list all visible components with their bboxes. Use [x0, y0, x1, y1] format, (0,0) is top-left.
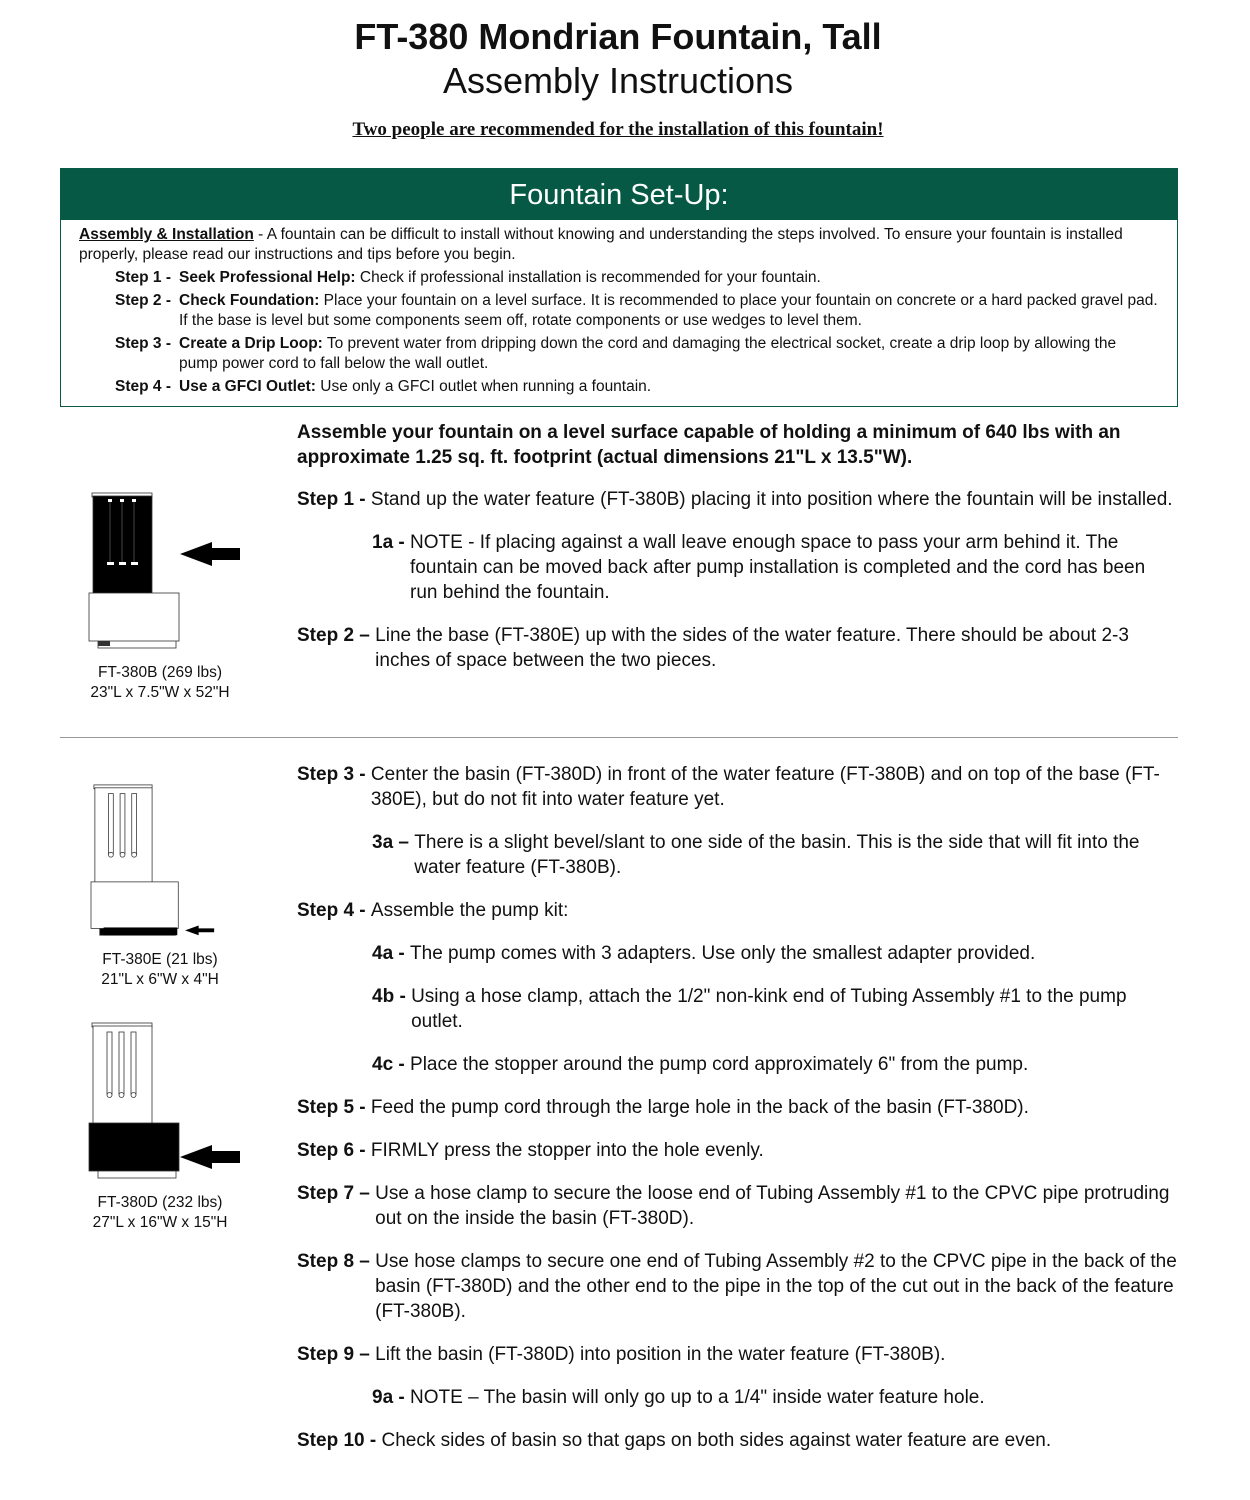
- setup-step: [115, 268, 1159, 288]
- instruction-step: [297, 1181, 1177, 1231]
- setup-step: [115, 291, 1159, 331]
- setup-step-body: Check if professional installation is recommended for your fountain.: [355, 269, 821, 286]
- instruction-step: [372, 941, 1177, 966]
- fountain-illustration-icon: [70, 1020, 250, 1185]
- setup-heading: Fountain Set-Up:: [61, 169, 1177, 220]
- step-text: Check sides of basin so that gaps on both sides against water feature are even.: [381, 1430, 1052, 1451]
- step-label: 4a -: [372, 943, 411, 964]
- figure-ft-380b: [70, 490, 250, 703]
- setup-step-label: Step 1 -: [115, 269, 171, 286]
- step-label: Step 8 –: [297, 1251, 376, 1272]
- fountain-illustration-icon: [70, 782, 250, 942]
- step-label: Step 7 –: [297, 1183, 376, 1204]
- lead-note: Assemble your fountain on a level surface capable of holding a minimum of 640 lbs with an approximate 1.25 sq. ft. footprint (actual dimensions 21"L x 13.5"W).: [297, 422, 1121, 468]
- setup-body: [61, 220, 1177, 397]
- fountain-illustration-icon: [70, 490, 250, 655]
- setup-step-title: Check Foundation:: [179, 292, 320, 309]
- setup-step-text: [179, 291, 1159, 331]
- setup-step-label: Step 2 -: [115, 292, 171, 309]
- step-text: Stand up the water feature (FT-380B) placing it into position where the fountain will be installed.: [370, 489, 1173, 510]
- instruction-step: [372, 830, 1177, 880]
- setup-step-text: [179, 377, 1159, 397]
- setup-step-title: Seek Professional Help:: [179, 269, 356, 286]
- setup-step-body: Place your fountain on a level surface. It is recommended to place your fountain on concrete or a hard packed gravel pad. If the base is level but some components seem off, rotate components or use wedges to level them.: [179, 292, 1158, 329]
- step-text: Line the base (FT-380E) up with the sides of the water feature. There should be about 2-3 inches of space between the two pieces.: [375, 625, 1129, 671]
- step-label: Step 4 -: [297, 900, 371, 921]
- instruction-step: [297, 1428, 1177, 1453]
- setup-step: [115, 377, 1159, 397]
- setup-step-title: Use a GFCI Outlet:: [179, 378, 316, 395]
- figure-dimensions: 23"L x 7.5"W x 52"H: [90, 684, 230, 701]
- figure-dimensions: 27"L x 16"W x 15"H: [92, 1214, 228, 1231]
- setup-step-label: Step 3 -: [115, 335, 171, 352]
- setup-step-label: Step 4 -: [115, 378, 171, 395]
- figure-name: FT-380B (269 lbs): [97, 664, 223, 681]
- step-text: Place the stopper around the pump cord approximately 6" from the pump.: [410, 1054, 1029, 1075]
- instruction-step: [297, 762, 1177, 812]
- figure-name: FT-380D (232 lbs): [97, 1194, 223, 1211]
- step-label: Step 2 –: [297, 625, 376, 646]
- figure-name: FT-380E (21 lbs): [102, 951, 218, 968]
- intro-label: Assembly & Installation: [79, 226, 254, 243]
- page-subtitle: Assembly Instructions: [442, 60, 794, 101]
- step-label: Step 5 -: [297, 1097, 371, 1118]
- step-label: Step 9 –: [297, 1344, 376, 1365]
- step-text: Use a hose clamp to secure the loose end of Tubing Assembly #1 to the CPVC pipe protruding out on the inside the basin (FT-380D).: [375, 1183, 1170, 1229]
- step-label: Step 6 -: [297, 1140, 371, 1161]
- step-text: Use hose clamps to secure one end of Tubing Assembly #2 to the CPVC pipe in the back of the basin (FT-380D) and the other end to the pipe in the top of the cut out in the back of the feature (FT-380B).: [375, 1251, 1177, 1322]
- instruction-step: [297, 1138, 1177, 1163]
- step-text: Assemble the pump kit:: [370, 900, 569, 921]
- step-text: Using a hose clamp, attach the 1/2" non-kink end of Tubing Assembly #1 to the pump outlet.: [411, 986, 1127, 1032]
- step-text: Center the basin (FT-380D) in front of the water feature (FT-380B) and on top of the base (FT-380E), but do not fit into water feature yet.: [370, 764, 1160, 810]
- intro-text: - A fountain can be difficult to install without knowing and understanding the steps involved. To ensure your fountain is installed properly, please read our instructions and tips before you begin.: [79, 226, 1123, 263]
- step-text: FIRMLY press the stopper into the hole evenly.: [370, 1140, 764, 1161]
- step-text: The pump comes with 3 adapters. Use only the smallest adapter provided.: [410, 943, 1036, 964]
- page-title: FT-380 Mondrian Fountain, Tall: [354, 16, 882, 57]
- instruction-step: [297, 1095, 1177, 1120]
- step-text: NOTE – The basin will only go up to a 1/4" inside water feature hole.: [410, 1387, 985, 1408]
- instruction-step: [372, 984, 1177, 1034]
- step-label: Step 10 -: [297, 1430, 382, 1451]
- step-label: 3a –: [372, 832, 415, 853]
- step-label: 1a -: [372, 532, 411, 553]
- step-text: NOTE - If placing against a wall leave enough space to pass your arm behind it. The fountain can be moved back after pump installation is completed and the cord has been run behind the fountain.: [410, 532, 1146, 603]
- step-text: Feed the pump cord through the large hole in the back of the basin (FT-380D).: [370, 1097, 1029, 1118]
- figure-ft-380e: [70, 782, 250, 990]
- section-divider: [60, 737, 1178, 738]
- step-label: 4c -: [372, 1054, 411, 1075]
- setup-step-body: Use only a GFCI outlet when running a fountain.: [315, 378, 652, 395]
- instruction-step: [297, 487, 1177, 512]
- setup-step-text: [179, 268, 1159, 288]
- instruction-step: [372, 1052, 1177, 1077]
- instruction-step: [372, 530, 1177, 605]
- setup-step: [115, 334, 1159, 374]
- step-text: There is a slight bevel/slant to one side of the basin. This is the side that will fit into the water feature (FT-380B).: [414, 832, 1140, 878]
- installation-warning: Two people are recommended for the installation of this fountain!: [352, 119, 884, 140]
- setup-step-title: Create a Drip Loop:: [179, 335, 323, 352]
- step-text: Lift the basin (FT-380D) into position in the water feature (FT-380B).: [375, 1344, 946, 1365]
- figure-ft-380d: [70, 1020, 250, 1233]
- step-label: Step 1 -: [297, 489, 371, 510]
- figure-dimensions: 21"L x 6"W x 4"H: [101, 971, 219, 988]
- instruction-step: [297, 623, 1177, 673]
- setup-step-text: [179, 334, 1159, 374]
- step-label: Step 3 -: [297, 764, 371, 785]
- section-1: [297, 420, 1177, 691]
- step-label: 9a -: [372, 1387, 411, 1408]
- instruction-step: [297, 898, 1177, 923]
- instruction-step: [297, 1342, 1177, 1367]
- instruction-step: [372, 1385, 1177, 1410]
- section-2: [297, 762, 1177, 1471]
- setup-step-body: To prevent water from dripping down the cord and damaging the electrical socket, create a drip loop by allowing the pump power cord to fall below the wall outlet.: [179, 335, 1117, 372]
- instruction-step: [297, 1249, 1177, 1324]
- setup-intro: [79, 225, 1159, 265]
- fountain-setup-box: [60, 168, 1178, 407]
- step-label: 4b -: [372, 986, 412, 1007]
